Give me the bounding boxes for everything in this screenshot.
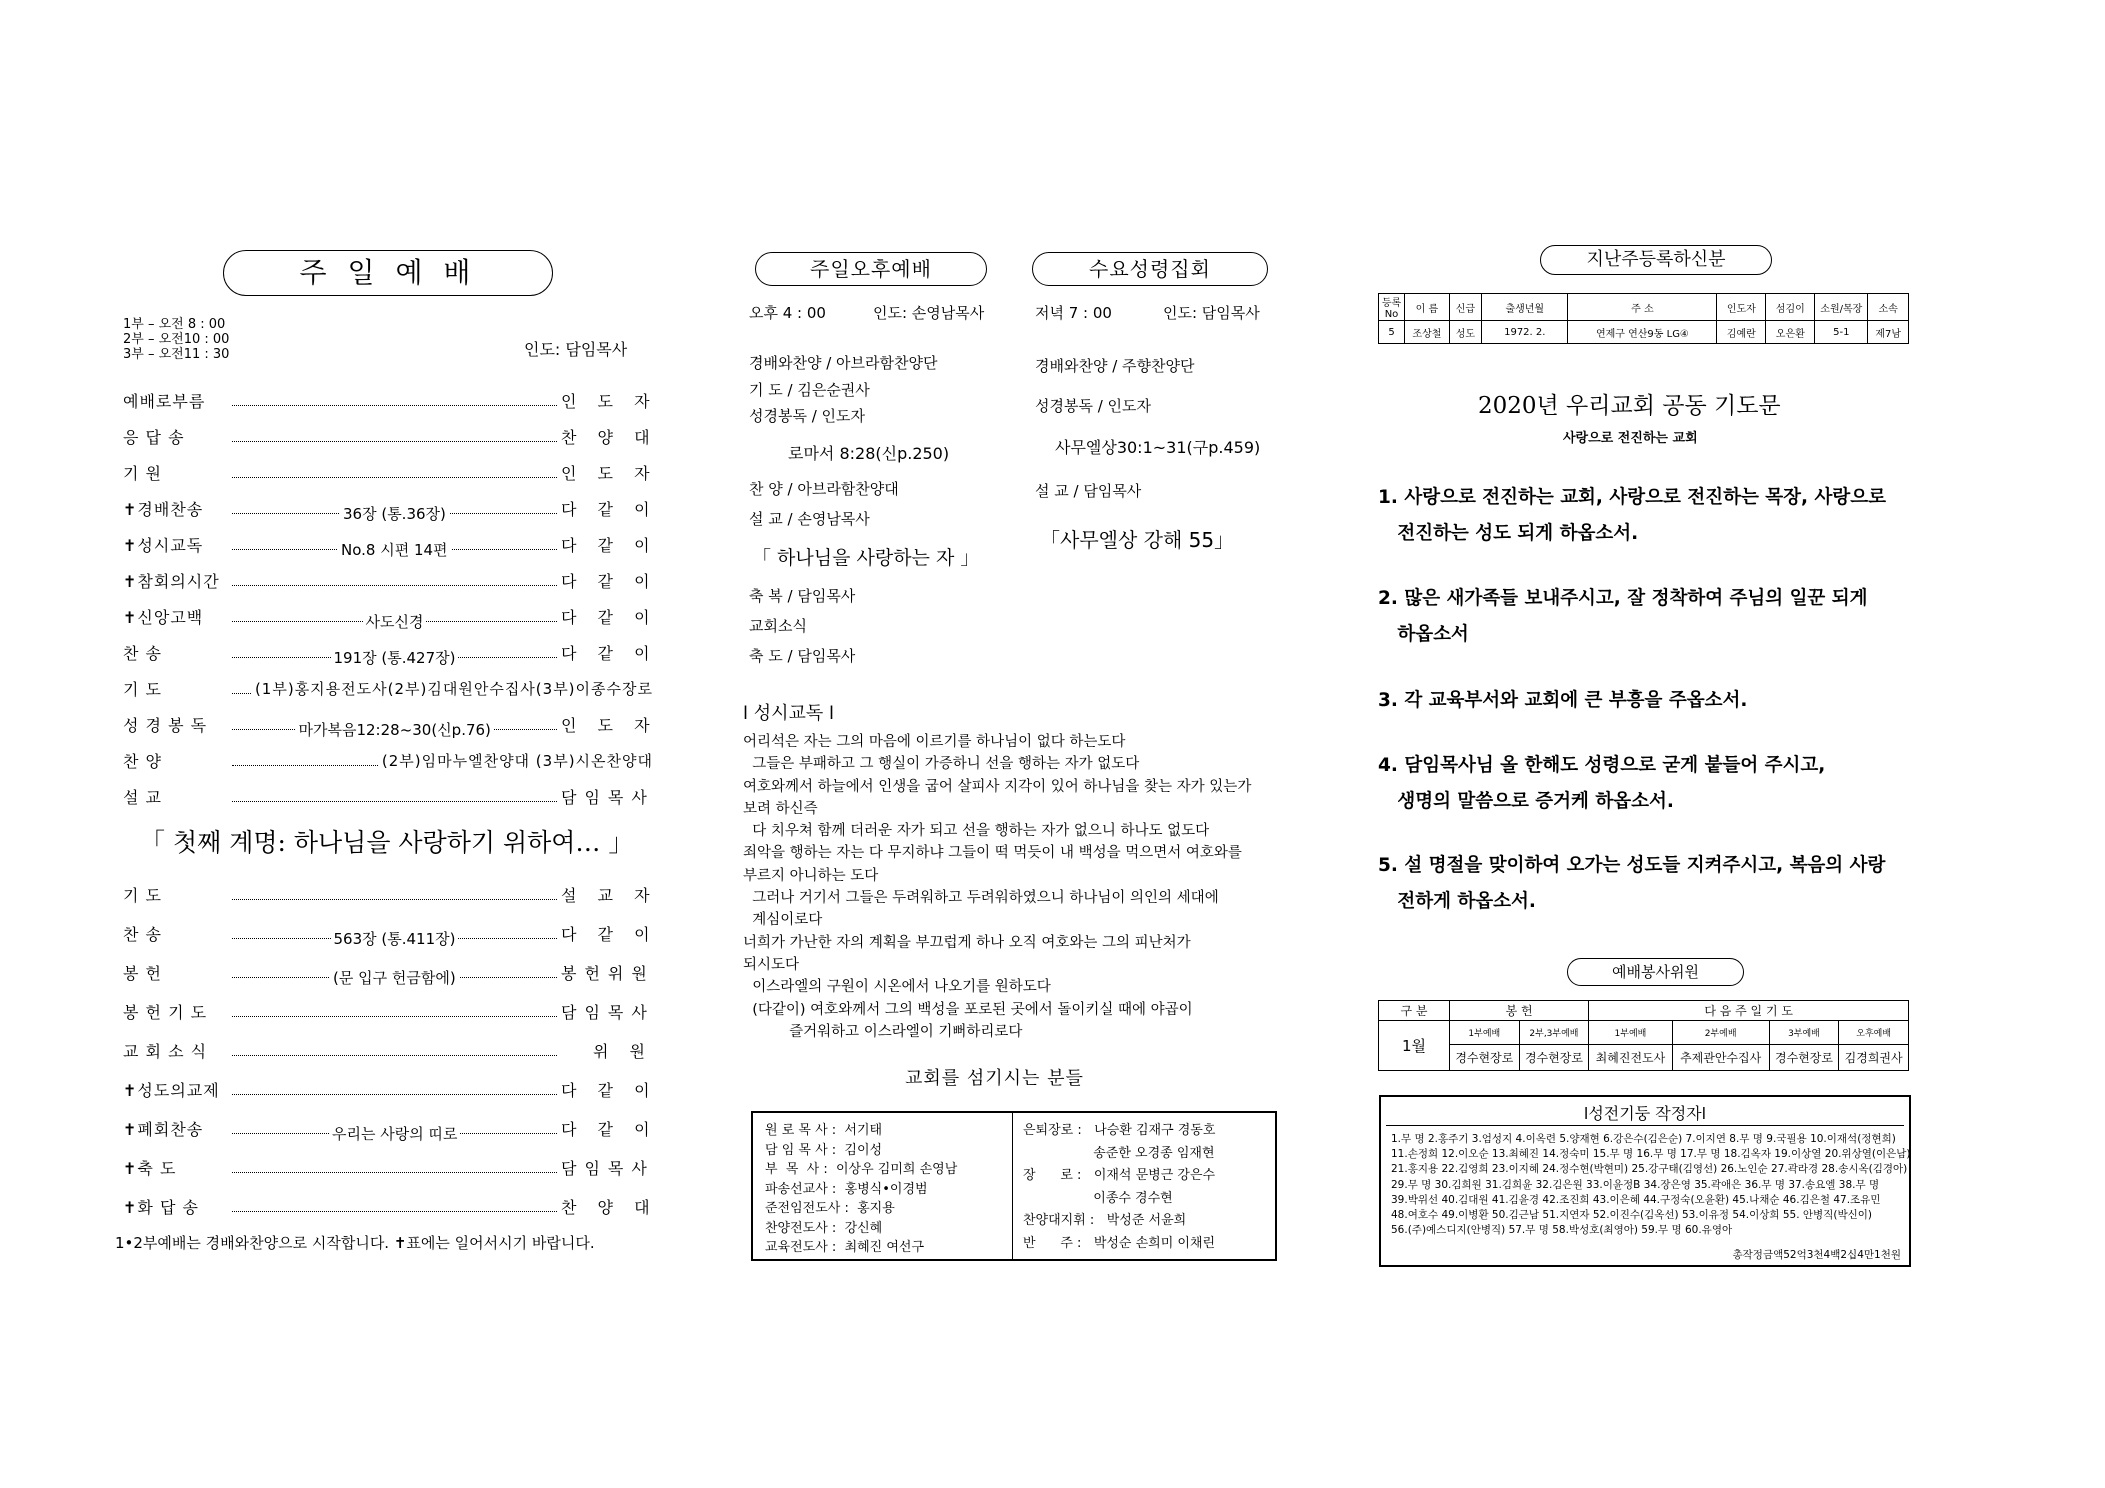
dotted-leader [232,929,557,948]
col-header: 구 분 [1379,1001,1450,1021]
prayer-item [1378,480,1938,552]
order-label: 기 원 [123,463,162,483]
order-detail: 563장 (통.411장) [331,928,459,949]
reading-line: 여호와께서 하늘에서 인생을 굽어 살피사 지각이 있어 하나님을 찾는 자가 있는가 [743,778,1252,795]
pillar-donors-box [1379,1095,1911,1267]
prayer-item [1378,581,1938,653]
afternoon-item: 찬 양 / 아브라함찬양대 [749,480,899,498]
order-leader: 인 도 자 [561,391,658,411]
prayer-subtitle: 사랑으로 전진하는 교회 [1563,431,1698,446]
service-footnote: 1•2부예배는 경배와찬양으로 시작합니다. ✝표에는 일어서시기 바랍니다. [115,1234,595,1252]
prayer-item [1378,748,1938,820]
service-volunteers-table [1378,1000,1909,1071]
afternoon-time: 오후 4 : 00 [749,304,826,322]
order-label: ✝경배찬송 [123,499,204,519]
dotted-leader [232,585,557,586]
afternoon-item: 설 교 / 손영남목사 [749,510,870,528]
col-header: 소속 [1868,294,1909,321]
staff-entry: 이종수 경수현 [1023,1190,1173,1206]
staff-entry: 부 목 사 : 이상우 김미희 손영남 [765,1162,958,1177]
order-row [123,784,653,808]
pillar-total: 총작정금액52억3천4백2십4만1천원 [1732,1249,1901,1261]
order-row [123,960,655,987]
reading-line: 어리석은 자는 그의 마음에 이르기를 하나님이 없다 하는도다 [743,734,1126,750]
order-row [123,1038,653,1062]
order-leader: 설 교 자 [561,885,658,905]
new-members-table [1378,293,1909,344]
table-header-row [1379,294,1909,321]
order-leader: 담임목사 [561,787,655,807]
wednesday-sermon: 「사무엘상 강해 55」 [1040,528,1235,552]
dotted-leader [232,405,557,406]
order-leader: 다 같 이 [561,1119,658,1139]
afternoon-item: 기 도 / 김은순권사 [749,381,870,399]
order-label: 예배로부름 [123,391,206,411]
donor-line: 29.무 명 30.김희원 31.김희윤 32.김은원 33.이윤정B 34.장은영 35.곽애은 36.무 명 37.송요엘 38.무 명 [1391,1178,1880,1191]
prayer-line: 2. 많은 새가족들 보내주시고, 잘 정착하여 주님의 일꾼 되게 [1378,588,1868,609]
staff-entry: 파송선교사 : 홍병식•이경범 [765,1181,928,1197]
order-leader: 다 같 이 [561,499,658,519]
afternoon-item: 교회소식 [749,617,807,635]
staff-entry: 담 임 목 사 : 김이성 [765,1142,883,1158]
afternoon-item: 축 복 / 담임목사 [749,587,856,605]
table-cell: 5-1 [1815,321,1868,344]
order-row [123,460,658,484]
order-row [123,1077,658,1101]
reading-line: 그러나 거기서 그들은 두려워하고 두려워하였으니 하나님이 의인의 세대에 [743,890,1219,907]
order-leader: 다 같 이 [561,1080,658,1100]
new-members-title: 지난주등록하신분 [1540,245,1772,275]
prayer-line: 생명의 말씀으로 증거케 하옵소서. [1378,791,1674,812]
wednesday-item: 설 교 / 담임목사 [1035,482,1142,500]
order-label: 교 회 소 식 [123,1041,208,1061]
service-times [123,317,229,362]
order-label: 찬 송 [123,643,162,663]
order-detail: No.8 시편 14편 [338,539,451,560]
donor-line: 39.박위선 40.김대원 41.김윤경 42.조진희 43.이은혜 44.구정숙(오윤환) 45.나채순 46.김은철 47.조유민 [1391,1193,1881,1206]
order-label: 봉 헌 [123,963,162,983]
table-cell: 제7남 [1868,321,1909,344]
leader-note: 인도: 담임목사 [524,340,628,359]
order-leader: 찬 양 대 [561,1197,658,1217]
order-row [123,388,658,412]
responsive-reading-title: l 성시교독 l [743,703,834,724]
order-row [123,1116,658,1143]
subhead: 2부,3부예배 [1519,1021,1589,1045]
order-label: 찬 양 [123,751,162,771]
table-cell: 5 [1379,321,1405,344]
dotted-leader [232,441,557,442]
subhead: 3부예배 [1769,1021,1839,1045]
church-staff-box [751,1111,1277,1261]
order-label: 응 답 송 [123,427,185,447]
reading-line: 계심이로다 [743,912,823,929]
table-cell: 오은환 [1766,321,1815,344]
afternoon-sermon: 「 하나님을 사랑하는 자 」 [752,547,980,569]
dotted-leader [232,477,557,478]
table-cell: 조상철 [1405,321,1450,344]
order-label: 봉 헌 기 도 [123,1002,208,1022]
sermon-title: 「 첫째 계명: 하나님을 사랑하기 위하여… 」 [140,828,634,857]
name-cell: 추제관안수집사 [1672,1045,1769,1071]
dotted-leader [232,801,557,802]
col-header: 신급 [1449,294,1481,321]
col-header: 인도자 [1717,294,1766,321]
order-detail: 36장 (통.36장) [340,503,449,524]
order-detail: 마가복음12:28~30(신p.76) [296,719,494,740]
staff-entry: 장 로 : 이재석 문병근 강은수 [1023,1168,1216,1183]
order-row [123,532,658,559]
order-leader: 다 같 이 [561,571,658,591]
reading-line: 이스라엘의 구원이 시온에서 나오기를 원하도다 [743,979,1051,996]
dotted-leader [232,899,557,900]
donor-line: 1.무 명 2.홍주기 3.엄성지 4.이옥련 5.양재현 6.강은수(김은순) 7.이지연 8.무 명 9.국필용 10.이재석(정현희) [1391,1133,1896,1145]
reading-line: 보려 하신즉 [743,800,818,817]
dotted-leader [232,1211,557,1212]
staff-entry: 찬양전도사 : 강신혜 [765,1220,883,1236]
prayer-line: 하옵소서 [1378,624,1469,645]
order-leader: 인 도 자 [561,463,658,483]
dotted-leader [232,540,557,559]
wednesday-service-title: 수요성령집회 [1032,252,1268,286]
staff-entry: 준전임전도사 : 홍지용 [765,1201,895,1216]
dotted-leader [232,968,557,987]
order-label: 성 경 봉 독 [123,715,208,735]
order-row [123,1155,653,1179]
divider [1386,1125,1904,1126]
donor-line: 56.(주)예스디지(안병직) 57.무 명 58.박성호(최영아) 59.무 명 60.유영아 [1391,1224,1733,1237]
dotted-leader [232,1055,557,1056]
staff-entry: 찬양대지휘 : 박성준 서윤희 [1023,1213,1187,1228]
order-label: ✝신앙고백 [123,607,204,627]
afternoon-item: 성경봉독 / 인도자 [749,407,866,425]
wednesday-item: 성경봉독 / 인도자 [1035,397,1152,415]
time-3: 3부 – 오전11 : 30 [123,347,230,362]
reading-line: 그들은 부패하고 그 행실이 가증하니 선을 행하는 자가 없도다 [743,756,1140,773]
prayer-line: 전하게 하옵소서. [1378,891,1536,912]
responsive-reading-text [743,731,1303,1043]
dotted-leader [232,720,557,739]
table-cell: 연제구 연산9동 LG④ [1568,321,1717,344]
reading-line: 너희가 가난한 자의 계획을 부끄럽게 하나 오직 여호와는 그의 피난처가 [743,934,1191,951]
pillar-donors-list [1391,1132,1911,1238]
order-label: 설 교 [123,787,162,807]
reading-line: 다 치우쳐 함께 더러운 자가 되고 선을 행하는 자가 없으니 하나도 없도다 [743,823,1210,840]
col-header: 봉 헌 [1450,1001,1589,1021]
col-header: 주 소 [1568,294,1717,321]
dotted-leader [232,504,557,523]
col-header: 출생년월 [1482,294,1568,321]
name-cell: 경수현장로 [1769,1045,1839,1071]
order-detail: (문 입구 헌금함에) [330,967,459,988]
dotted-leader [232,1172,557,1173]
prayer-item [1378,848,1938,920]
order-leader: 위 원 [593,1041,653,1061]
name-cell: 김경희권사 [1839,1045,1909,1071]
name-cell: 최혜진전도사 [1589,1045,1672,1071]
order-row [123,496,658,523]
subhead: 2부예배 [1672,1021,1769,1045]
order-row [123,676,653,700]
order-leader: 다 같 이 [561,607,658,627]
prayer-title: 2020년 우리교회 공동 기도문 [1478,393,1781,419]
prayer-line: 4. 담임목사님 올 한해도 성령으로 굳게 붙들어 주시고, [1378,755,1826,776]
wednesday-time: 저녁 7 : 00 [1035,304,1112,322]
order-leader: 다 같 이 [561,643,658,663]
table-row [1379,321,1909,344]
wednesday-leader: 인도: 담임목사 [1163,304,1260,322]
order-detail: 191장 (통.427장) [331,647,459,668]
order-row [123,604,658,631]
order-leader: 인 도 자 [561,715,658,735]
col-header: 등록No [1379,294,1405,321]
pillar-donors-title: l성전기둥 작정자l [1583,1104,1707,1123]
staff-entry: 송준한 오경종 임재현 [1023,1145,1215,1161]
wednesday-item: 경배와찬양 / 주향찬양단 [1035,357,1195,375]
time-1: 1부 – 오전 8 : 00 [123,317,226,332]
prayer-line: 1. 사랑으로 전진하는 교회, 사랑으로 전진하는 목장, 사랑으로 [1378,487,1886,508]
afternoon-leader: 인도: 손영남목사 [873,304,985,322]
order-row [123,1194,658,1218]
order-label: ✝폐회찬송 [123,1119,204,1139]
order-label: ✝축 도 [123,1158,177,1178]
time-2: 2부 – 오전10 : 00 [123,332,230,347]
order-leader: 다 같 이 [561,924,658,944]
month-cell: 1월 [1379,1021,1450,1071]
reading-line: 죄악을 행하는 자는 다 무지하냐 그들이 떡 먹듯이 내 백성을 먹으면서 여호와를 [743,845,1242,862]
wednesday-scripture: 사무엘상30:1~31(구p.459) [1055,438,1261,457]
staff-entry: 반 주 : 박성순 손희미 이채린 [1023,1235,1216,1251]
order-label: 기 도 [123,679,162,699]
order-row [123,424,658,448]
order-label: ✝참회의시간 [123,571,220,591]
service-volunteers-title: 예배봉사위원 [1567,958,1744,986]
dotted-leader [232,1016,557,1017]
name-cell: 경수현장로 [1519,1045,1589,1071]
order-leader: (2부)임마누엘찬양대 (3부)시온찬양대 [381,751,653,770]
order-row [123,882,658,906]
reading-line: (다같이) 여호와께서 그의 백성을 포로된 곳에서 돌이키실 때에 야곱이 [743,1001,1193,1018]
order-row [123,712,658,739]
table-cell: 1972. 2. [1482,321,1568,344]
order-detail: 사도신경 [363,611,427,632]
sunday-service-title: 주 일 예 배 [223,250,553,296]
reading-line: 즐거워하고 이스라엘이 기뻐하리로다 [743,1023,1023,1040]
order-detail: 우리는 사랑의 띠로 [329,1123,460,1144]
afternoon-service-title: 주일오후예배 [755,252,987,286]
subhead: 1부예배 [1589,1021,1672,1045]
donor-line: 11.손정희 12.이오순 13.최혜진 14.정숙미 15.무 명 16.무 명 17.무 명 18.김옥자 19.이상열 20.위상열(이은남) [1391,1148,1911,1161]
col-header: 섬김이 [1766,294,1815,321]
order-label: 찬 송 [123,924,162,944]
order-row [123,921,658,948]
afternoon-item: 축 도 / 담임목사 [749,647,856,665]
staff-entry: 원 로 목 사 : 서기태 [765,1123,883,1138]
table-cell: 김예란 [1717,321,1766,344]
order-leader: 담임목사 [561,1158,655,1178]
prayer-line: 전진하는 성도 되게 하옵소서. [1378,523,1639,544]
order-label: ✝성시교독 [123,535,204,555]
staff-entry: 은퇴장로 : 나승환 김재구 경동호 [1023,1123,1216,1138]
prayer-line: 5. 설 명절을 맞이하여 오가는 성도들 지켜주시고, 복음의 사랑 [1378,855,1886,876]
order-row [123,568,658,592]
staff-entry: 교육전도사 : 최혜진 여선구 [765,1240,925,1255]
col-header: 다 음 주 일 기 도 [1589,1001,1909,1021]
dotted-leader [232,1094,557,1095]
order-leader: (1부)홍지용전도사(2부)김대원안수집사(3부)이종수장로 [254,679,653,698]
order-row [123,748,653,772]
order-label: 기 도 [123,885,162,905]
order-leader: 담임목사 [561,1002,655,1022]
dotted-leader [232,693,251,694]
dotted-leader [232,1124,557,1143]
subhead: 오후예배 [1839,1021,1909,1045]
church-staff-title: 교회를 섬기시는 분들 [905,1068,1084,1089]
afternoon-item: 경배와찬양 / 아브라함찬양단 [749,354,938,372]
donor-line: 48.여호수 49.이병환 50.김근남 51.지연자 52.이진수(김옥선) 53.이유정 54.이상희 55. 안병직(박신이) [1391,1209,1872,1222]
order-row [123,640,658,667]
name-cell: 경수현장로 [1450,1045,1520,1071]
order-leader: 봉헌위원 [561,963,655,983]
dotted-leader [232,765,378,766]
afternoon-scripture: 로마서 8:28(신p.250) [788,444,950,463]
col-header: 소원/목장 [1815,294,1868,321]
order-leader: 다 같 이 [561,535,658,555]
dotted-leader [232,648,557,667]
col-header: 이 름 [1405,294,1450,321]
donor-line: 21.홍지용 22.김영희 23.이지혜 24.정수현(박현미) 25.강구태(김영선) 26.노인순 27.곽라경 28.송시옥(김경아) [1391,1163,1908,1176]
order-leader: 찬 양 대 [561,427,658,447]
table-cell: 성도 [1449,321,1481,344]
prayer-line: 3. 각 교육부서와 교회에 큰 부흥을 주옵소서. [1378,690,1748,711]
staff-divider [1012,1113,1013,1259]
order-label: ✝성도의교제 [123,1080,220,1100]
prayer-item [1378,683,1938,719]
order-label: ✝화 답 송 [123,1197,199,1217]
dotted-leader [232,612,557,631]
reading-line: 부르지 아니하는 도다 [743,867,879,884]
order-row [123,999,653,1023]
subhead: 1부예배 [1450,1021,1520,1045]
reading-line: 되시도다 [743,956,800,973]
